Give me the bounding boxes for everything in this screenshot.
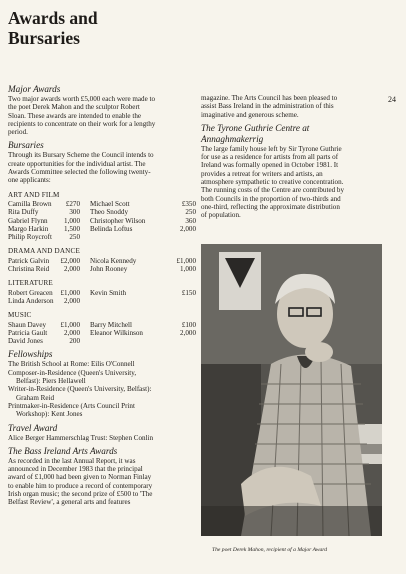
text-line: Alice Berger Hammerschlag Trust: Stephen Conlin	[8, 433, 154, 442]
bursaries-heading: Bursaries	[8, 140, 44, 151]
recipient-name: David Jones	[8, 337, 43, 346]
text-line: both Councils in the proportion of two-thirds and	[201, 194, 341, 203]
recipient-name: Camilla Brown	[8, 199, 52, 208]
text-line: Belfast Review', a general arts and features	[8, 498, 131, 507]
bursary-list	[8, 191, 196, 346]
award-amount: £350	[181, 199, 196, 208]
award-amount: £1,000	[176, 256, 196, 265]
text-line: award of £1,000 had been given to Norman Finlay	[8, 473, 152, 482]
text-line: Through its Bursary Scheme the Council intends to	[8, 151, 154, 160]
text-line: Belfast): Piers Hellawell	[16, 377, 86, 386]
text-line: Graham Reid	[16, 393, 55, 402]
text-line: the poet Derek Mahon and the sculptor Robert	[8, 103, 140, 112]
award-amount: 250	[185, 208, 196, 217]
recipient-name: Christopher Wilson	[90, 216, 146, 225]
guthrie-heading-line-2: Annaghmakerrig	[201, 133, 264, 144]
text-line: one-third, reflecting the approximate distribution	[201, 202, 340, 211]
recipient-name: Gabriel Flynn	[8, 216, 48, 225]
text-line: of population.	[201, 211, 241, 220]
award-amount: 200	[69, 337, 80, 346]
award-amount: £270	[65, 199, 80, 208]
text-line: Sloan. These awards are intended to enable the	[8, 111, 142, 120]
bursary-category: MUSIC	[8, 311, 32, 320]
text-line: one applicants:	[8, 176, 51, 185]
text-line: create opportunities for the individual artist. The	[8, 159, 146, 168]
text-line: announced in December 1983 that the principal	[8, 465, 143, 474]
page-number: 24	[388, 95, 396, 104]
recipient-name: Theo Snoddy	[90, 208, 129, 217]
bursary-category: ART AND FILM	[8, 190, 60, 199]
bursary-table	[8, 200, 196, 241]
photo-caption: The poet Derek Mahon, recipient of a Major Award	[212, 547, 328, 553]
recipient-name: Linda Anderson	[8, 296, 54, 305]
award-amount: £1,000	[60, 320, 80, 329]
major-awards-text	[8, 95, 196, 136]
award-amount: £100	[181, 320, 196, 329]
portrait-photo	[201, 244, 382, 536]
recipient-name: Rita Duffy	[8, 208, 39, 217]
text-line: provides a retreat for writers and artists, an	[201, 169, 323, 178]
award-amount: 2,000	[180, 328, 196, 337]
text-line: to enable him to produce a record of contemporary	[8, 481, 153, 490]
award-amount: 2,000	[64, 328, 80, 337]
text-line: period.	[8, 128, 28, 137]
bass-ireland-text	[8, 457, 196, 507]
recipient-name: Kevin Smith	[90, 288, 127, 297]
award-amount: 250	[69, 233, 80, 242]
text-line: Writer-in-Residence (Queen's University, Belfast):	[8, 385, 152, 394]
recipient-name: Nicola Kennedy	[90, 256, 137, 265]
right-column	[201, 94, 381, 220]
fellowships-text	[8, 360, 196, 418]
recipient-name: Robert Greacen	[8, 288, 53, 297]
travel-award-heading: Travel Award	[8, 422, 58, 433]
award-amount: 1,500	[64, 224, 80, 233]
bursary-category: LITERATURE	[8, 279, 53, 288]
text-line: magazine. The Arts Council has been pleased to	[201, 94, 338, 102]
award-amount: 1,000	[64, 216, 80, 225]
award-amount: 1,000	[180, 265, 196, 274]
award-amount: 360	[185, 216, 196, 225]
text-line: assist Bass Ireland in the administration of this	[201, 102, 334, 111]
text-line: recipients to concentrate on their work for a lengthy	[8, 119, 156, 128]
text-line: The running costs of the Centre are contributed by	[201, 186, 345, 195]
text-line: atmosphere sympathetic to creative concentration.	[201, 178, 344, 187]
bursary-table	[8, 321, 196, 346]
recipient-name: Patrick Galvin	[8, 256, 50, 265]
title-line-2: Bursaries	[8, 28, 80, 48]
title-line-1: Awards and	[8, 8, 98, 28]
award-amount: 2,000	[64, 296, 80, 305]
recipient-name: Eleanor Wilkinson	[90, 328, 143, 337]
guthrie-heading	[201, 123, 381, 145]
text-line: Two major awards worth £5,000 each were made to	[8, 95, 156, 103]
page-title	[8, 8, 98, 48]
portrait-illustration	[201, 244, 382, 536]
bursary-category: DRAMA AND DANCE	[8, 247, 80, 256]
recipient-name: Belinda Loftus	[90, 224, 133, 233]
text-line: Irish organ music; the second prize of £500 to 'The	[8, 489, 153, 498]
text-line: Awards Committee selected the following twenty-	[8, 168, 151, 177]
text-line: Workshop): Kent Jones	[16, 410, 83, 419]
text-line: The British School at Rome: Eilis O'Connell	[8, 360, 135, 369]
award-amount: 2,000	[180, 224, 196, 233]
guthrie-text	[201, 145, 381, 220]
bass-ireland-heading: The Bass Ireland Arts Awards	[8, 445, 118, 456]
recipient-name: Philip Roycroft	[8, 233, 52, 242]
recipient-name: Patricia Gault	[8, 328, 48, 337]
bursary-table	[8, 289, 196, 306]
bursary-table	[8, 257, 196, 274]
award-amount: 2,000	[64, 265, 80, 274]
text-line: for use as a residence for artists from all parts of	[201, 153, 339, 162]
text-line: Ireland was formally opened in October 1981. It	[201, 161, 339, 170]
recipient-name: Shaun Davey	[8, 320, 47, 329]
text-line: The large family house left by Sir Tyrone Guthrie	[201, 144, 342, 153]
text-line: imaginative and generous scheme.	[201, 110, 299, 119]
text-line: Printmaker-in-Residence (Arts Council Print	[8, 401, 135, 410]
fellowships-heading: Fellowships	[8, 349, 53, 360]
award-amount: £150	[181, 288, 196, 297]
recipient-name: Michael Scott	[90, 199, 130, 208]
text-line: As recorded in the last Annual Report, it was	[8, 456, 136, 465]
recipient-name: Margo Harkin	[8, 224, 49, 233]
award-amount: £1,000	[60, 288, 80, 297]
bass-ireland-continued	[201, 94, 381, 119]
recipient-name: John Rooney	[90, 265, 128, 274]
major-awards-heading: Major Awards	[8, 84, 61, 94]
recipient-name: Barry Mitchell	[90, 320, 132, 329]
award-amount: £2,000	[60, 256, 80, 265]
recipient-name: Christina Reid	[8, 265, 50, 274]
bursaries-intro	[8, 151, 196, 184]
award-amount: 300	[69, 208, 80, 217]
left-column	[8, 84, 196, 507]
guthrie-heading-line-1: The Tyrone Guthrie Centre at	[201, 122, 310, 133]
text-line: Composer-in-Residence (Queen's University,	[8, 368, 137, 377]
